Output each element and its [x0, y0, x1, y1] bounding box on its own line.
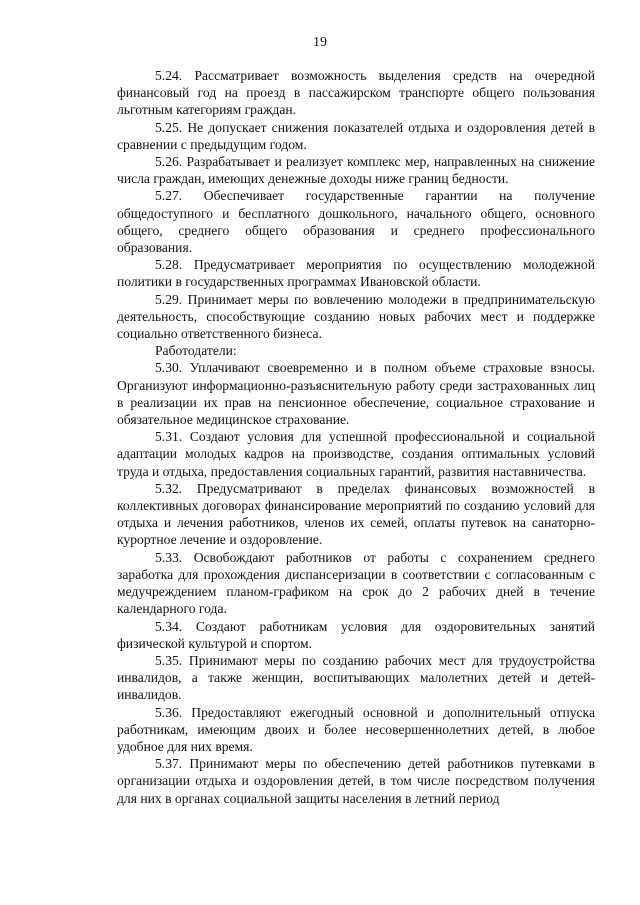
paragraph-5-30: 5.30. Уплачивают своевременно и в полном объеме страховые взносы. Организуют информационно-разъяснительную работу среди застрахованных лиц в реализации их прав на пенсионное обеспечение, социальное страхование и обязательное медицинское страхование.: [117, 360, 595, 428]
paragraph-5-35: 5.35. Принимают меры по созданию рабочих мест для трудоустройства инвалидов, а также женщин, воспитывающих малолетних детей и детей-инвалидов.: [117, 652, 595, 703]
paragraph-5-34: 5.34. Создают работникам условия для оздоровительных занятий физической культурой и спортом.: [117, 618, 595, 651]
paragraph-5-24: 5.24. Рассматривает возможность выделения средств на очередной финансовый год на проезд в пассажирском транспорте общего пользования льготным категориям граждан.: [117, 68, 595, 118]
paragraph-5-37: 5.37. Принимают меры по обеспечению детей работников путевками в организации отдыха и оздоровления детей, в том числе посредством получения для них в органах социальной защиты населения в летний период: [117, 756, 595, 806]
paragraph-5-27: 5.27. Обеспечивает государственные гарантии на получение общедоступного и бесплатного дошкольного, начального общего, основного общего, среднего общего образования и среднего профессионального образования.: [117, 188, 595, 256]
paragraph-5-32: 5.32. Предусматривают в пределах финансовых возможностей в коллективных договорах финансирование мероприятий по созданию условий для отдыха и лечения работников, членов их семей, оплаты путевок на санаторно-курортное лечение и оздоровление.: [117, 480, 595, 548]
paragraph-5-26: 5.26. Разрабатывает и реализует комплекс мер, направленных на снижение числа граждан, имеющих денежные доходы ниже границ бедности.: [117, 154, 595, 187]
paragraph-5-29: 5.29. Принимает меры по вовлечению молодежи в предпринимательскую деятельность, способствующие созданию новых рабочих мест и поддержке социально ответственного бизнеса.: [117, 291, 595, 342]
paragraph-5-28: 5.28. Предусматривает мероприятия по осуществлению молодежной политики в государственных программах Ивановской области.: [117, 257, 595, 290]
document-body: [117, 67, 595, 807]
paragraph-5-25: 5.25. Не допускает снижения показателей отдыха и оздоровления детей в сравнении с предыдущим годом.: [117, 119, 595, 152]
paragraph-5-36: 5.36. Предоставляют ежегодный основной и дополнительный отпуска работникам, имеющим двоих и более несовершеннолетних детей, в любое удобное для них время.: [117, 704, 595, 754]
paragraph-5-33: 5.33. Освобождают работников от работы с сохранением среднего заработка для прохождения диспансеризации в соответствии с согласованным с медучреждением планом-графиком на срок до 2 рабочих дней в течение календарного года.: [117, 549, 595, 617]
section-heading-employers: Работодатели:: [155, 343, 237, 359]
page-number: 19: [313, 35, 327, 50]
paragraph-5-31: 5.31. Создают условия для успешной профессиональной и социальной адаптации молодых кадров на производстве, создания оптимальных условий труда и отдыха, предоставления социальных гарантий, развития наставничества.: [117, 429, 595, 479]
